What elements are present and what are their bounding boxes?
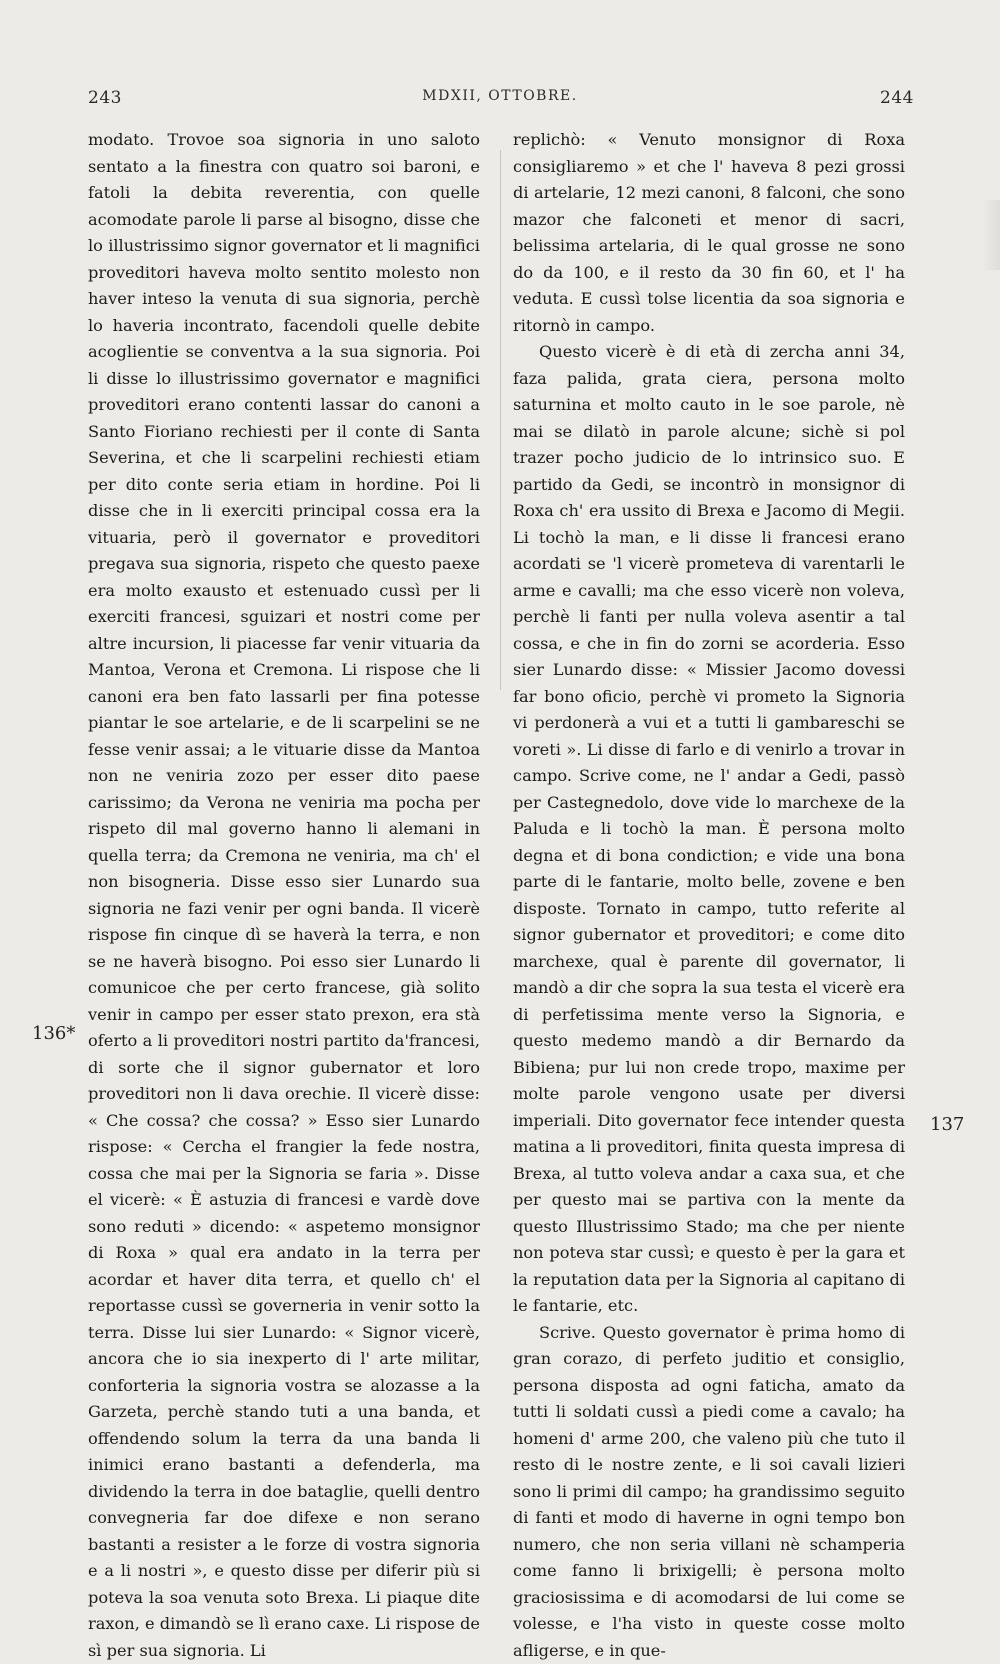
right-paragraph-1: replichò: « Venuto monsignor di Roxa consigliaremo » et che l' haveva 8 pezi grossi di artelarie, 12 mezi canoni, 8 falconi, che sono mazor che falconeti et menor di sacri, belissima artelaria, di le qual grosse ne sono do da 100, e il resto da 30 fin 60, et l' ha veduta. E cussì tolse licentia da soa signoria e ritornò in campo. [513,127,905,339]
left-column-text: modato. Trovoe soa signoria in uno saloto sentato a la finestra con quatro soi baroni, e fatoli la debita reverentia, con quelle acomodate parole li parse al bisogno, disse che lo illustrissimo signor governator et li magnifici proveditori haveva molto sentito molesto non haver inteso la venuta di sua signoria, perchè lo haveria incontrato, facendoli quelle debite acoglientie se conventva a la sua signoria. Poi li disse lo illustrissimo governator e magnifici proveditori erano contenti lassar do canoni a Santo Fioriano rechiesti per il conte di Santa Severina, et che li scarpelini rechiesti etiam per dito conte seria etiam in hordine. Poi li disse che in li exerciti principal cossa era la vituaria, però il governator e proveditori pregava sua signoria, rispeto che questo paexe era molto exausto et estenuado cussì per li exerciti francesi, sguizari et nostri come per altre incursion, li piacesse far venir vituaria da Mantoa, Verona et Cremona. Li rispose che li canoni era ben fato lassarli per fina potesse piantar le soe artelarie, e de li scarpelini se ne fesse venir assai; a le vituarie disse da Mantoa non ne veniria zozo per esser dito paese carissimo; da Verona ne veniria ma pocha per rispeto dil mal governo hanno li alemani in quella terra; da Cremona ne veniria, ma ch' el non bisogneria. Disse esso sier Lunardo sua signoria ne fazi venir per ogni banda. Il vicerè rispose fin cinque dì se haverà la terra, e non se ne haverà bisogno. Poi esso sier Lunardo li comunicoe che per certo francese, già solito venir in campo per esser stato prexon, era stà oferto a li proveditori nostri partito da'francesi, di sorte che il signor gubernator et loro proveditori non li dava orechie. Il vicerè disse: « Che cossa? che cossa? » Esso sier Lunardo rispose: « Cercha el frangier la fede nostra, cossa che mai per la Signoria se faria ». Disse el vicerè: « È astuzia di francesi e vardè dove sono reduti » dicendo: « aspetemo monsignor di Roxa » qual era andato in la terra per acordar et haver dita terra, et quello ch' el reportasse cussì se governeria in venir sotto la terra. Disse lui sier Lunardo: « Signor vicerè, ancora che io sia inexperto di l' arte militar, conforteria la signoria vostra se alozasse a la Garzeta, perchè stando tuti a una banda, et offendendo solum la terra da una banda li inimici erano bastanti a defenderla, ma dividendo la terra in doe bataglie, quelli dentro convegneria far doe difexe e non serano bastanti a resister a le forze di vostra signoria e a li nostri », e questo disse per diferir più si poteva la soa venuta soto Brexa. Li piaque dite raxon, e dimandò se lì erano caxe. Li rispose de sì per sua signoria. Li [88,127,480,1664]
left-column [88,127,480,1664]
margin-number-left: 136* [32,1023,75,1044]
margin-number-right: 137 [930,1114,964,1135]
page-edge-shadow [982,200,1000,270]
right-paragraph-3: Scrive. Questo governator è prima homo di gran corazo, di perfeto juditio et consiglio, persona disposta ad ogni faticha, amato da tutti li soldati cussì a piedi come a cavalo; ha homeni d' arme 200, che valeno più che tuto il resto di le nostre zente, e li soi cavali lizieri sono li primi dil campo; ha grandissimo seguito di fanti et modo di haverne in ogni tempo bon numero, che non seria villani nè schamperia come fanno li brixigelli; è persona molto graciosissima e di acomodarsi de lui come se volesse, e l'ha visto in queste cosse molto afligerse, e in que- [513,1320,905,1664]
left-page-number: 243 [88,88,122,108]
right-column [513,127,905,1664]
running-title: MDXII, OTTOBRE. [0,88,1000,104]
right-paragraph-2: Questo vicerè è di età di zercha anni 34, faza palida, grata ciera, persona molto saturnina et molto cauto in le soe parole, nè mai se dilatò in parole alcune; sichè si pol trazer pocho judicio de lo intrinsico suo. E partido da Gedi, se incontrò in monsignor di Roxa ch' era ussito di Brexa e Jacomo di Megii. Li tochò la man, e li disse li francesi erano acordati se 'l vicerè prometeva di varentarli le arme e cavalli; ma che esso vicerè non voleva, perchè li fanti per nulla voleva asentir a tal cossa, e che in fin do zorni se acorderia. Esso sier Lunardo disse: « Missier Jacomo dovessi far bono oficio, perchè vi prometo la Signoria vi perdonerà a vui et a tutti li gambareschi se voreti ». Li disse di farlo e di venirlo a trovar in campo. Scrive come, ne l' andar a Gedi, passò per Castegnedolo, dove vide lo marchexe de la Paluda e li tochò la man. È persona molto degna et di bona condiction; e vide una bona parte di le fantarie, molto belle, zovene e ben disposte. Tornato in campo, tutto referite al signor gubernator et proveditori; e come dito marchexe, qual è parente dil governator, li mandò a dir che sopra la sua testa el vicerè era di perfetissima mente verso la Signoria, e questo medemo mandò a dir Bernardo da Bibiena; pur lui non crede tropo, maxime per molte parole vengono usate per diversi imperiali. Dito governator fece intender questa matina a li proveditori, finita questa impresa di Brexa, al tutto voleva andar a caxa sua, et che per questo mai se partiva con la mente da questo Illustrissimo Stado; ma che per niente non poteva star cussì; e questo è per la gara et la reputation data per la Signoria al capitano di le fantarie, etc. [513,339,905,1320]
column-divider [500,150,501,690]
right-page-number: 244 [880,88,914,108]
